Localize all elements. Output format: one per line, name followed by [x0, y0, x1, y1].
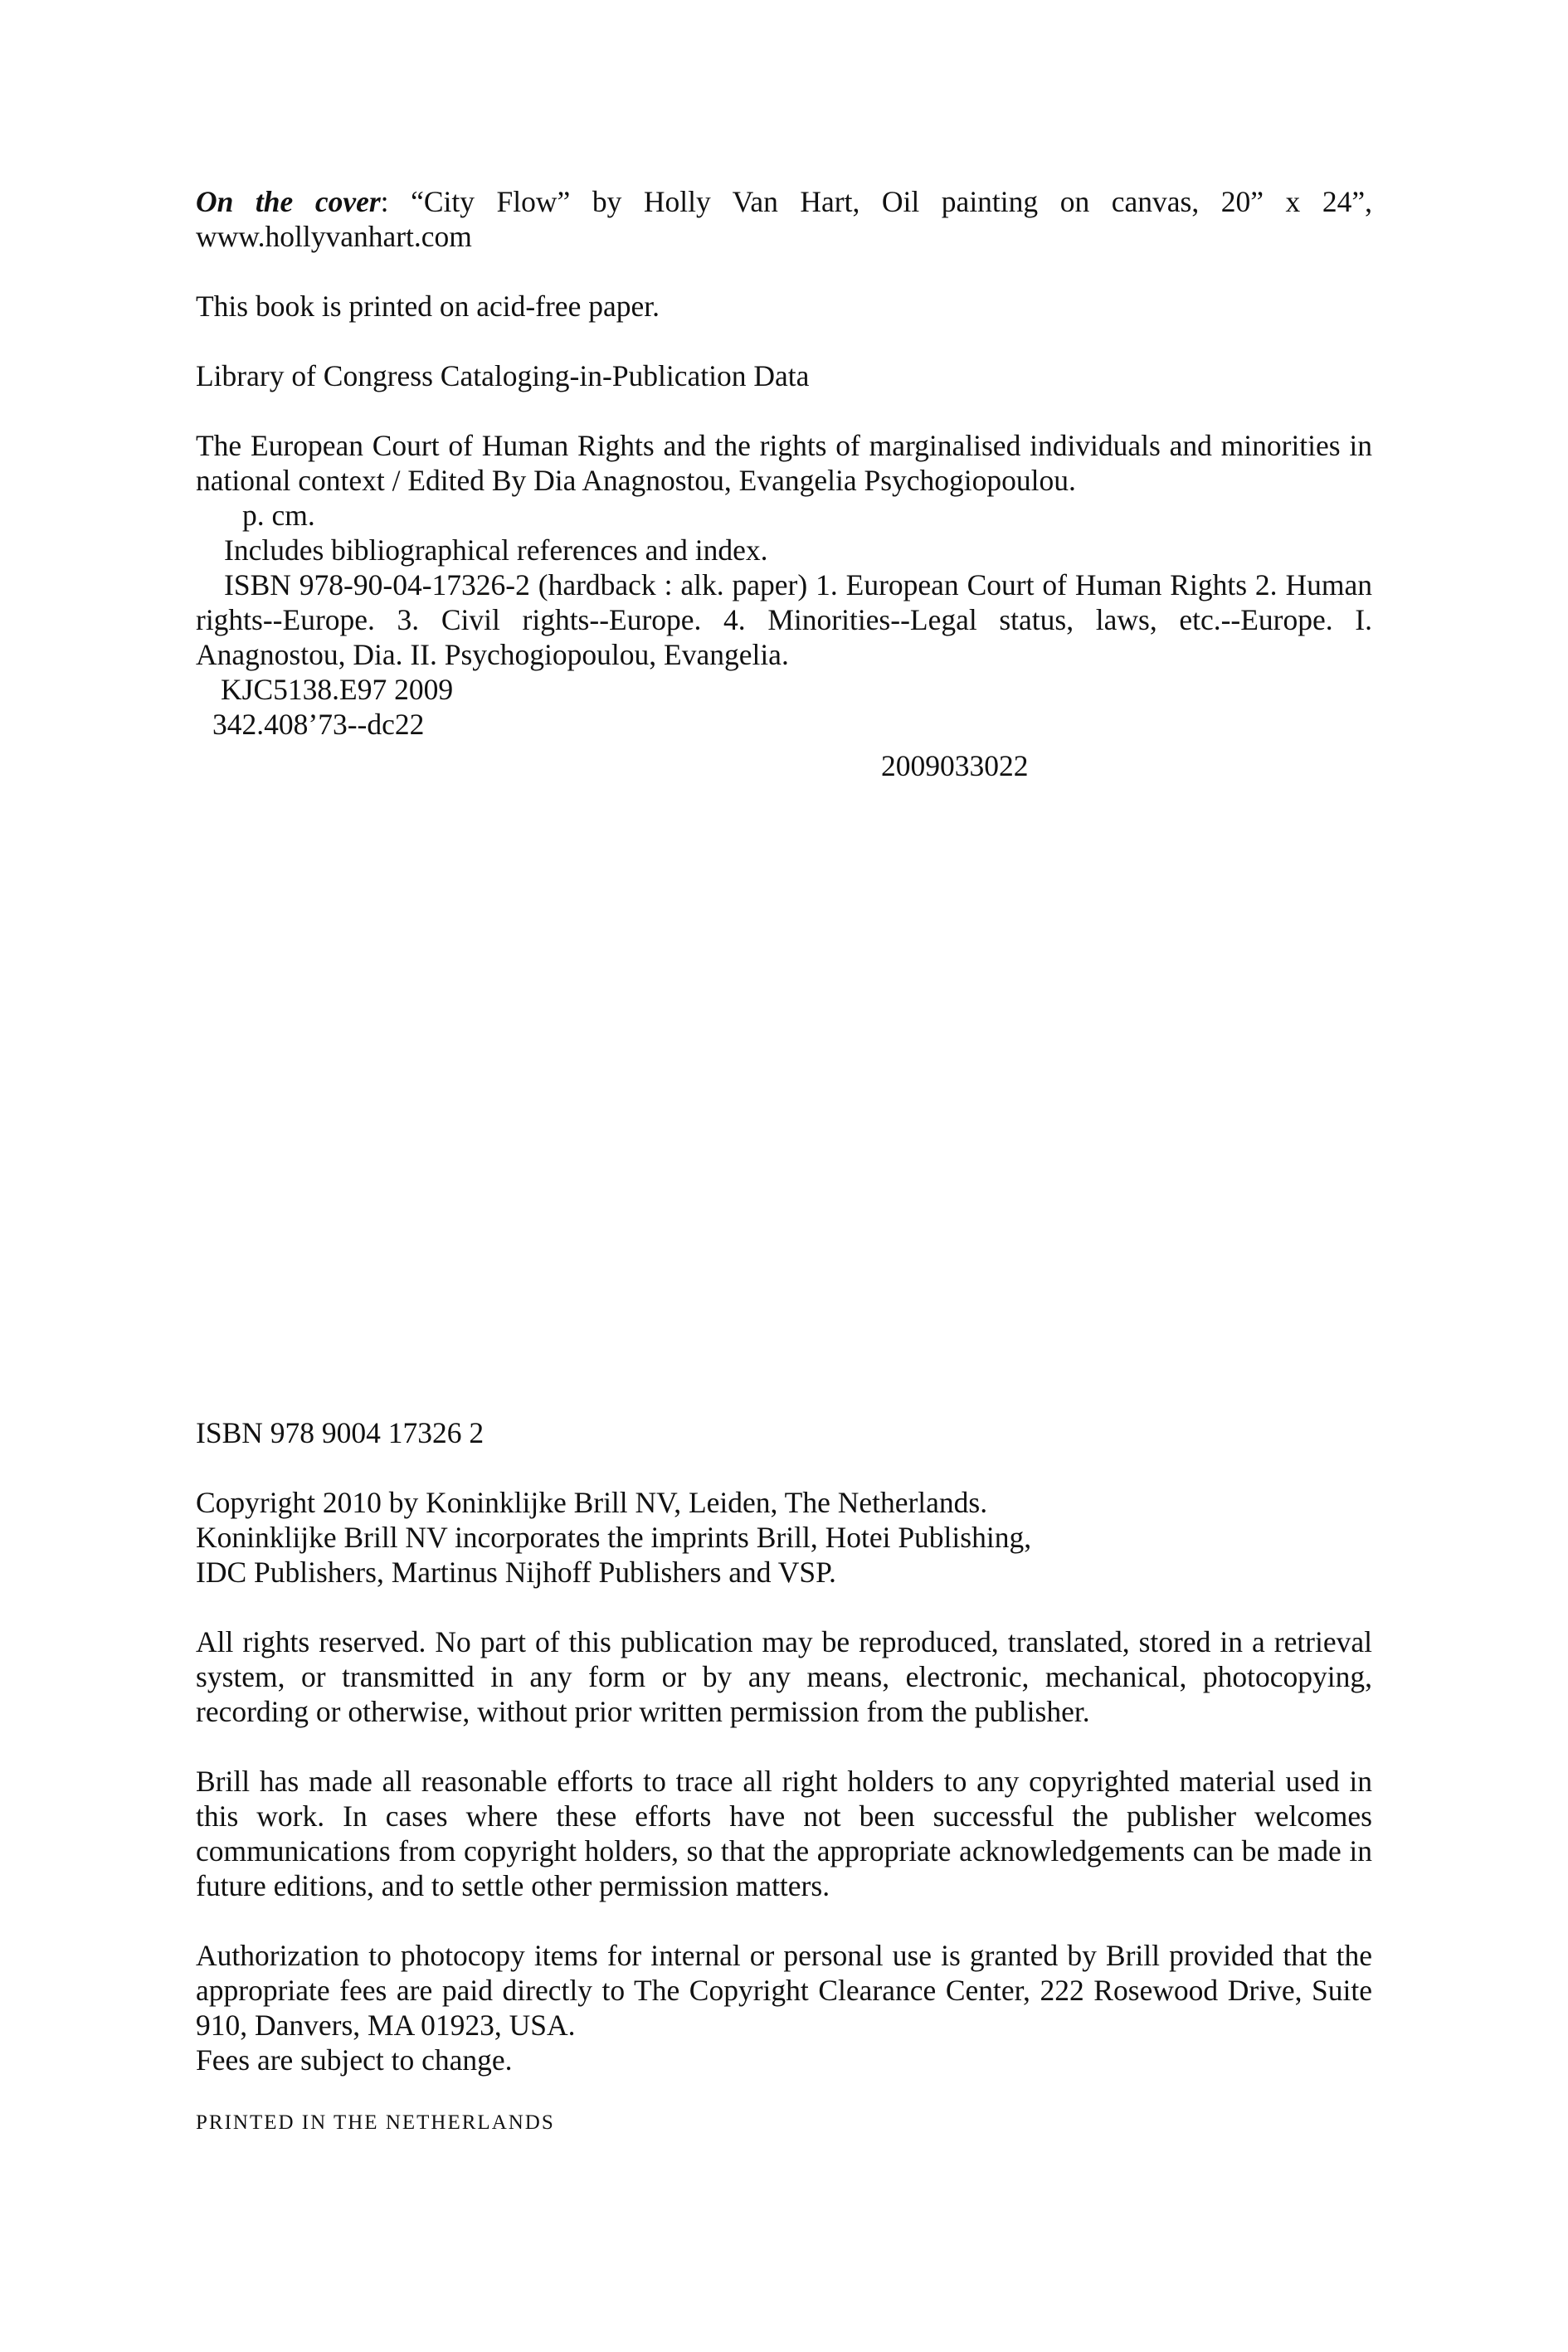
copyright-line-2: Koninklijke Brill NV incorporates the imprints Brill, Hotei Publishing, [196, 1521, 1032, 1554]
cip-includes: Includes bibliographical references and index. [224, 533, 768, 567]
printed-in: PRINTED IN THE NETHERLANDS [196, 2111, 555, 2134]
cip-isbn-subjects: ISBN 978-90-04-17326-2 (hardback : alk. paper) 1. European Court of Human Rights 2. Human rights--Europe. 3. Civil rights--Europe. 4. Minorities--Legal status, laws, etc.--Europe. I. Anagnostou, Dia. II. Psychogiopoulou, Evangelia. [196, 568, 1372, 671]
cover-credit [196, 184, 1372, 254]
rights-reserved: All rights reserved. No part of this publication may be reproduced, translated, stored in a retrieval system, or transmitted in any form or by any means, electronic, mechanical, photocopying, recording or otherwise, without prior written permission from the publisher. [196, 1625, 1372, 1728]
copyright-page [196, 184, 1372, 2135]
copyright-line-3: IDC Publishers, Martinus Nijhoff Publishers and VSP. [196, 1556, 836, 1589]
cip-pcm: p. cm. [242, 499, 315, 532]
copyright-line-1: Copyright 2010 by Koninklijke Brill NV, Leiden, The Netherlands. [196, 1486, 988, 1519]
acid-free-note: This book is printed on acid-free paper. [196, 290, 660, 323]
efforts-statement: Brill has made all reasonable efforts to trace all right holders to any copyrighted material used in this work. In cases where these efforts have not been successful the publisher welcomes communications from copyright holders, so that the appropriate acknowledgements can be made in future editions, and to settle other permission matters. [196, 1765, 1372, 1902]
isbn: ISBN 978 9004 17326 2 [196, 1416, 485, 1449]
cip-heading: Library of Congress Cataloging-in-Publication Data [196, 359, 810, 392]
cip-title: The European Court of Human Rights and the rights of marginalised individuals and minorities in national context / Edited By Dia Anagnostou, Evangelia Psychogiopoulou. [196, 429, 1372, 497]
fees-note: Fees are subject to change. [196, 2043, 513, 2077]
authorization-statement: Authorization to photocopy items for internal or personal use is granted by Brill provided that the appropriate fees are paid directly to The Copyright Clearance Center, 222 Rosewood Drive, Suite 910, Danvers, MA 01923, USA. [196, 1939, 1372, 2042]
cip-lc-class: KJC5138.E97 2009 [221, 673, 454, 706]
cover-text: : “City Flow” by Holly Van Hart, Oil painting on canvas, 20” x 24”, www.hollyvanhart.com [196, 185, 1372, 253]
cover-label: On the cover [196, 185, 381, 218]
cip-lccn: 2009033022 [881, 749, 1029, 782]
cip-dewey: 342.408’73--dc22 [212, 708, 425, 741]
